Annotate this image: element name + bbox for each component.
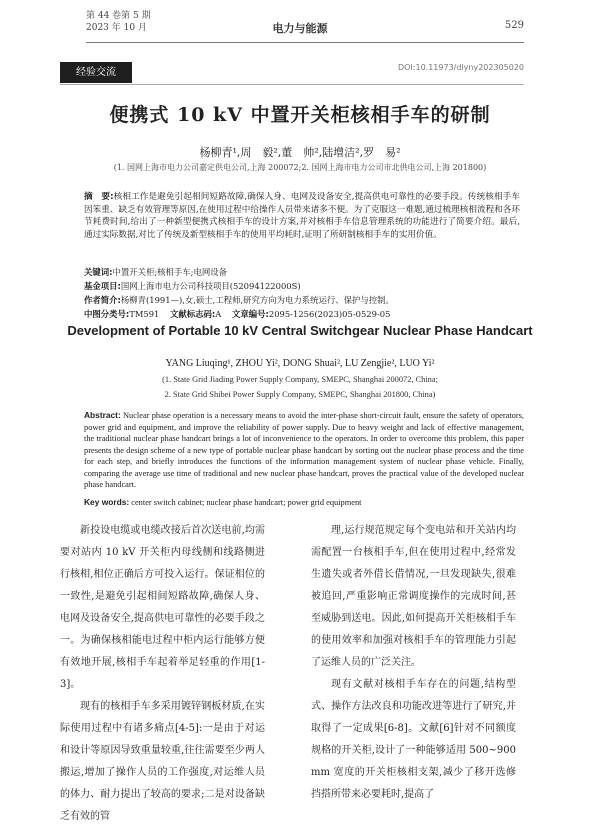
body-column-right (311, 520, 516, 806)
doi[interactable]: DOI:10.11973/dlyny202305020 (397, 63, 524, 72)
abstract-en-text: Nuclear phase operation is a necessary means to avoid the inter-phase short-circuit fault, ensure the safety of operators, power grid and equipment, and improve the reliability of power supply. Due to heavy weight and lack of effective management, the traditional nuclear phase handcart brings a lot of inconvenience to the operators. In order to overcome this problem, this paper presents the design scheme of a new type of portable nuclear phase handcart by sorting out the nuclear phase process and the time for each step, and briefly introduces the functions of the information management system of nuclear phase vehicle. Finally, comparing the average use time of traditional and new nuclear phase handcart, proves the practical value of the developed nuclear phase handcart. (84, 411, 525, 489)
keywords-cn-label: 关键词: (84, 267, 113, 277)
keywords-english (84, 497, 524, 507)
clc-value: TM591 (129, 309, 160, 319)
issue-volume: 第 44 卷第 5 期 (86, 11, 151, 21)
affiliation-en-1: (1. State Grid Jiading Power Supply Company, SMEPC, Shanghai 200072, China; (162, 375, 438, 384)
title-english: Development of Portable 10 kV Central Switchgear Nuclear Phase Handcart (67, 323, 533, 338)
issue-date: 2023 年 10 月 (86, 23, 147, 33)
affiliation-en-2: 2. State Grid Shibei Power Supply Company, SMEPC, Shanghai 201800, China) (164, 390, 436, 399)
author-intro (84, 294, 524, 306)
article-id-label: 文章编号: (232, 309, 269, 319)
abstract-cn-label: 摘 要: (84, 192, 114, 202)
keywords-chinese (84, 266, 524, 278)
section-divider (60, 84, 524, 85)
journal-name: 电力与能源 (272, 22, 328, 35)
keywords-en-text: center switch cabinet; nuclear phase handcart; power grid equipment (131, 498, 362, 507)
doc-code-value: A (215, 309, 222, 319)
abstract-en-label: Abstract: (84, 410, 121, 420)
body-column-left (60, 520, 265, 828)
keywords-cn-text: 中置开关柜;核相手车;电网设备 (112, 267, 228, 277)
clc-label: 中图分类号: (84, 309, 130, 319)
abstract-english (84, 410, 524, 491)
body-paragraph: 理,运行规范规定每个变电站和开关站内均需配置一台核相手车,但在使用过程中,经常发生遗失或者外借长借情况,一旦发现缺失,很难被追回,严重影响正常调度操作的完成时间,甚至威胁到送电。因此,如何提高开关柜核相手车的使用效率和加强对核相手车的管理能力引起了运维人员的广泛关注。 (311, 525, 516, 668)
authors-chinese: 杨柳青¹,周 毅²,董 帅²,陆增洁²,罗 易² (199, 146, 401, 159)
section-badge: 经验交流 (60, 62, 132, 83)
abstract-cn-text: 核相工作是避免引起相间短路故障,确保人身、电网及设备安全,提高供电可靠性的必要手段。传统核相手车因笨重、缺乏有效管理等原因,在使用过程中给操作人员带来诸多不便。为了克服这一难题,通过梳理核相流程和各环节耗费时间,给出了一种新型便携式核相手车的设计方案,并对核相手车信息管理系统的功能进行了简要介绍。最后,通过实际数据,对比了传统及新型核相手车的使用平均耗时,证明了所研制核相手车的实用价值。 (84, 192, 521, 240)
article-id-value: 2095-1256(2023)05-0529-05 (268, 309, 391, 319)
body-paragraph: 现有的核相手车多采用镀锌钢板材质,在实际使用过程中有诸多痛点[4-5]:一是由于对运和设计等原因导致重量较重,往往需要至少两人搬运,增加了操作人员的工作强度,对运维人员的体力、耐力提出了较高的要求;二是对设备缺乏有效的管 (60, 701, 265, 822)
page-number: 529 (504, 20, 524, 31)
fund-info (84, 280, 524, 292)
keywords-en-label: Key words: (84, 497, 130, 507)
author-intro-label: 作者简介: (84, 295, 121, 305)
doc-code-label: 文献标志码: (170, 309, 216, 319)
body-paragraph: 现有文献对核相手车存在的问题,结构型式、操作方法改良和功能改进等进行了研究,并取得了一定成果[6-8]。文献[6]针对不同额度规格的开关柜,设计了一种能够适用 500~900 mm 宽度的开关柜核相支架,减少了移开选修挡搭所带来必要耗时,提高了 (311, 679, 516, 800)
abstract-chinese (84, 191, 520, 241)
header-divider (86, 42, 524, 43)
fund-text: 国网上海市电力公司科技项目(52094122000S) (120, 281, 301, 291)
classification-info (84, 308, 524, 320)
affiliations-chinese: (1. 国网上海市电力公司嘉定供电公司,上海 200072;2. 国网上海市电力公司市北供电公司,上海 201800) (113, 163, 487, 172)
authors-english: YANG Liuqing¹, ZHOU Yi², DONG Shuai², LU Zengjie², LUO Yi² (165, 358, 435, 369)
title-chinese: 便携式 10 kV 中置开关柜核相手车的研制 (109, 104, 491, 126)
body-paragraph: 新投设电缆或电缆改接后首次送电前,均需要对站内 10 kV 开关柜内母线侧和线路侧进行核相,相位正确后方可投入运行。保证相位的一致性,是避免引起相间短路故障,确保人身、电网及设备安全,提高供电可靠性的必要手段之一。为确保核相能电过程中柜内运行能够方便有效地开展,核相手车起着举足轻重的作用[1-3]。 (60, 525, 265, 690)
fund-label: 基金项目: (84, 281, 121, 291)
author-intro-text: 杨柳青(1991—),女,硕士,工程师,研究方向为电力系统运行、保护与控制。 (120, 295, 394, 305)
